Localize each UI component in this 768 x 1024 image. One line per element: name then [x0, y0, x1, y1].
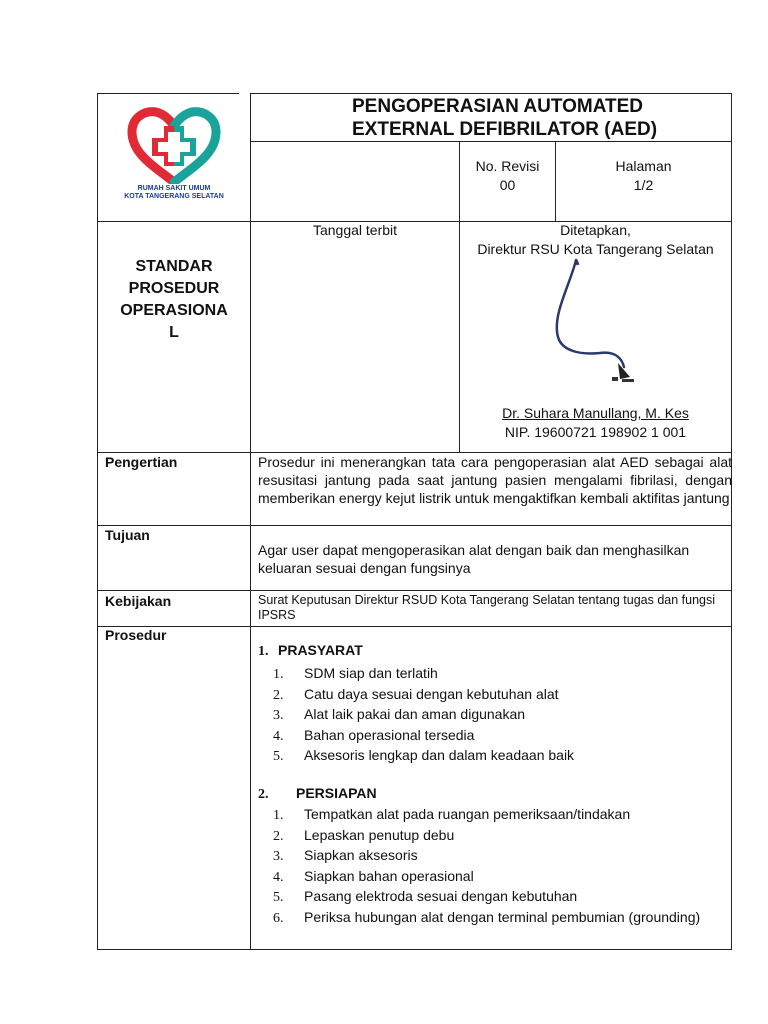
sop-label	[98, 256, 250, 344]
list-item	[273, 825, 700, 846]
title-line1: PENGOPERASIAN AUTOMATED	[352, 96, 644, 117]
item-text: Siapkan bahan operasional	[304, 867, 474, 884]
halaman-value: 1/2	[633, 177, 654, 193]
section-title: PRASYARAT	[278, 642, 363, 658]
item-text: Tempatkan alat pada ruangan pemeriksaan/tindakan	[304, 806, 631, 822]
tanggal-terbit: Tanggal terbit	[312, 222, 398, 238]
list-item	[273, 704, 574, 725]
pengertian-label: Pengertian	[105, 454, 178, 470]
kebijakan-text: Surat Keputusan Direktur RSUD Kota Tangerang Selatan tentang tugas dan fungsi IPSRS	[258, 593, 716, 622]
sop-label-line4: L	[169, 324, 179, 341]
item-text: Pasang elektroda sesuai dengan kebutuhan	[304, 888, 578, 904]
signatory-nip: NIP. 19600721 198902 1 001	[504, 424, 687, 440]
item-number: 4.	[273, 869, 284, 885]
heart-cross-icon	[110, 104, 238, 184]
hospital-logo	[110, 104, 238, 200]
signatory-name: Dr. Suhara Manullang, M. Kes	[502, 405, 689, 421]
signature-icon	[540, 255, 650, 390]
item-number: 2.	[273, 687, 284, 703]
item-number: 6.	[273, 910, 284, 926]
list-item	[273, 663, 574, 684]
item-text: Catu daya sesuai dengan kebutuhan alat	[304, 685, 559, 702]
ditetapkan-block	[460, 221, 731, 259]
tujuan-label: Tujuan	[105, 527, 150, 543]
item-text: Alat laik pakai dan aman digunakan	[304, 706, 526, 722]
sop-label-line1: STANDAR	[135, 258, 213, 275]
list-item	[273, 907, 700, 928]
list-item	[273, 866, 700, 887]
kebijakan-label: Kebijakan	[105, 593, 172, 609]
item-text: Lepaskan penutup debu	[304, 826, 455, 843]
logo-text-line2: KOTA TANGERANG SELATAN	[124, 193, 224, 200]
item-number: 3.	[273, 708, 284, 723]
halaman-cell	[556, 157, 731, 195]
prasyarat-list	[273, 663, 574, 766]
ditetapkan-label: Ditetapkan,	[560, 222, 631, 238]
section-number: 2.	[258, 787, 269, 802]
list-item	[273, 684, 574, 705]
sop-label-line3: OPERASIONA	[120, 302, 228, 319]
prosedur-label: Prosedur	[105, 627, 167, 643]
list-item	[273, 845, 700, 866]
item-text: Siapkan aksesoris	[304, 847, 418, 863]
logo-text-line1: RUMAH SAKIT UMUM	[137, 185, 211, 192]
title-line2: EXTERNAL DEFIBRILATOR (AED)	[352, 119, 658, 140]
sop-label-line2: PROSEDUR	[128, 280, 220, 297]
list-item	[273, 725, 574, 746]
no-revisi-label: No. Revisi	[475, 158, 540, 174]
section-number: 1.	[258, 644, 269, 659]
item-text: Periksa hubungan alat dengan terminal pembumian (grounding)	[304, 908, 701, 925]
no-revisi-value: 00	[499, 177, 516, 193]
document-title	[352, 95, 722, 141]
signatory-block	[460, 404, 731, 442]
item-number: 3.	[273, 849, 284, 864]
item-text: Aksesoris lengkap dan dalam keadaan baik	[304, 747, 575, 763]
item-text: Bahan operasional tersedia	[304, 726, 475, 743]
list-item	[273, 804, 700, 825]
halaman-label: Halaman	[615, 158, 672, 174]
item-number: 5.	[273, 890, 284, 905]
item-number: 1.	[273, 667, 284, 682]
item-number: 2.	[273, 828, 284, 844]
tujuan-text: Agar user dapat mengoperasikan alat dengan baik dan menghasilkan keluaran sesuai dengan fungsinya	[258, 542, 690, 576]
item-number: 5.	[273, 749, 284, 764]
list-item	[273, 745, 574, 766]
pengertian-text: Prosedur ini menerangkan tata cara pengoperasian alat AED sebagai alat resusitasi jantung pada saat jantung pasien mengalami fibrilasi, dengan memberikan energy kejut listrik untuk mengaktifkan kembali aktifitas jantung	[258, 454, 732, 506]
section-title: PERSIAPAN	[296, 785, 377, 801]
section-persiapan	[258, 785, 377, 803]
item-number: 4.	[273, 728, 284, 744]
persiapan-list	[273, 804, 700, 927]
item-text: SDM siap dan terlatih	[304, 665, 438, 681]
item-number: 1.	[273, 808, 284, 823]
list-item	[273, 886, 700, 907]
no-revisi-cell	[460, 157, 555, 195]
direktur-label: Direktur RSU Kota Tangerang Selatan	[477, 241, 714, 257]
section-prasyarat	[258, 642, 363, 660]
